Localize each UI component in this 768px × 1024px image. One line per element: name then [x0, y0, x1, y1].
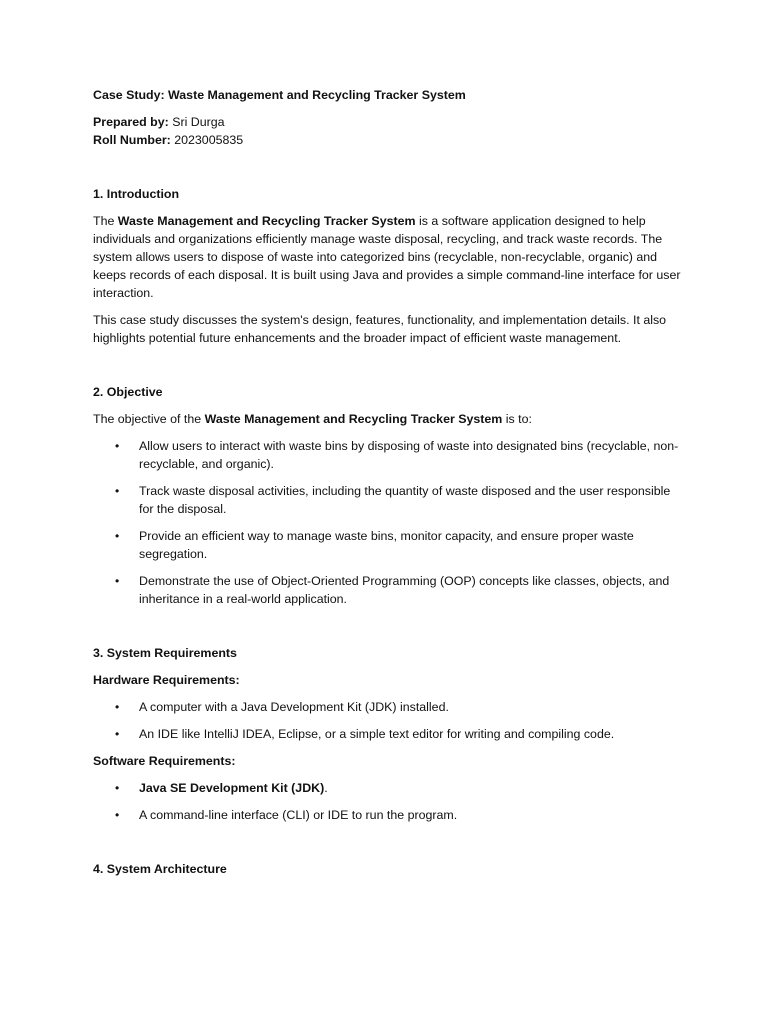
list-item-text: A command-line interface (CLI) or IDE to run the program. — [139, 808, 458, 822]
list-item-text: Demonstrate the use of Object-Oriented Programming (OOP) concepts like classes, objects, and inheritance in a real-world application. — [139, 574, 670, 606]
roll-number-line — [93, 131, 683, 149]
list-item-bold: Java SE Development Kit (JDK) — [139, 781, 325, 795]
intro-p1-bold: Waste Management and Recycling Tracker System — [117, 214, 416, 228]
hardware-list — [93, 698, 683, 743]
objective-lead-post: is to: — [502, 412, 532, 426]
bullet-icon: • — [115, 781, 120, 795]
objective-lead-bold: Waste Management and Recycling Tracker System — [204, 412, 503, 426]
objective-lead-pre: The objective of the — [93, 412, 205, 426]
section-heading-introduction: 1. Introduction — [93, 187, 180, 201]
section-heading-requirements: 3. System Requirements — [93, 646, 237, 660]
list-item-text: Allow users to interact with waste bins by disposing of waste into designated bins (recyclable, non-recyclable, and organic). — [139, 439, 679, 471]
document-page — [93, 86, 683, 887]
list-item — [93, 482, 683, 518]
bullet-icon: • — [115, 529, 120, 543]
section-heading-architecture: 4. System Architecture — [93, 862, 227, 876]
list-item — [93, 527, 683, 563]
hardware-requirements-heading: Hardware Requirements: — [93, 673, 240, 687]
list-item-text: A computer with a Java Development Kit (JDK) installed. — [139, 700, 449, 714]
roll-number-value: 2023005835 — [170, 133, 244, 147]
objective-lead — [93, 410, 683, 428]
roll-number-label: Roll Number: — [93, 133, 171, 147]
software-requirements-heading: Software Requirements: — [93, 754, 236, 768]
list-item-text: An IDE like IntelliJ IDEA, Eclipse, or a simple text editor for writing and compiling code. — [139, 727, 615, 741]
bullet-icon: • — [115, 808, 120, 822]
prepared-by-label: Prepared by: — [93, 115, 169, 129]
bullet-icon: • — [115, 574, 120, 588]
prepared-by-value: Sri Durga — [168, 115, 225, 129]
intro-p1-post: is a software application designed to help individuals and organizations efficiently manage waste disposal, recycling, and track waste records. The system allows users to dispose of waste into categorized bins (recyclable, non-recyclable, organic) and keeps records of each disposal. It is built using Java and provides a simple command-line interface for user interaction. — [93, 214, 681, 300]
list-item — [93, 437, 683, 473]
list-item — [93, 779, 683, 797]
list-item — [93, 572, 683, 608]
intro-paragraph-2: This case study discusses the system's design, features, functionality, and implementation details. It also highlights potential future enhancements and the broader impact of efficient waste management. — [93, 313, 667, 345]
list-item — [93, 698, 683, 716]
objective-list — [93, 437, 683, 608]
list-item-text: Track waste disposal activities, including the quantity of waste disposed and the user responsible for the disposal. — [139, 484, 671, 516]
document-title: Case Study: Waste Management and Recycling Tracker System — [93, 88, 466, 102]
list-item-text: Provide an efficient way to manage waste bins, monitor capacity, and ensure proper waste segregation. — [139, 529, 634, 561]
list-item-text: . — [324, 781, 328, 795]
bullet-icon: • — [115, 439, 120, 453]
bullet-icon: • — [115, 700, 120, 714]
section-heading-objective: 2. Objective — [93, 385, 163, 399]
software-list — [93, 779, 683, 824]
intro-paragraph-1 — [93, 212, 683, 302]
bullet-icon: • — [115, 484, 120, 498]
intro-p1-pre: The — [93, 214, 118, 228]
prepared-by-line — [93, 113, 683, 131]
bullet-icon: • — [115, 727, 120, 741]
list-item — [93, 806, 683, 824]
list-item — [93, 725, 683, 743]
